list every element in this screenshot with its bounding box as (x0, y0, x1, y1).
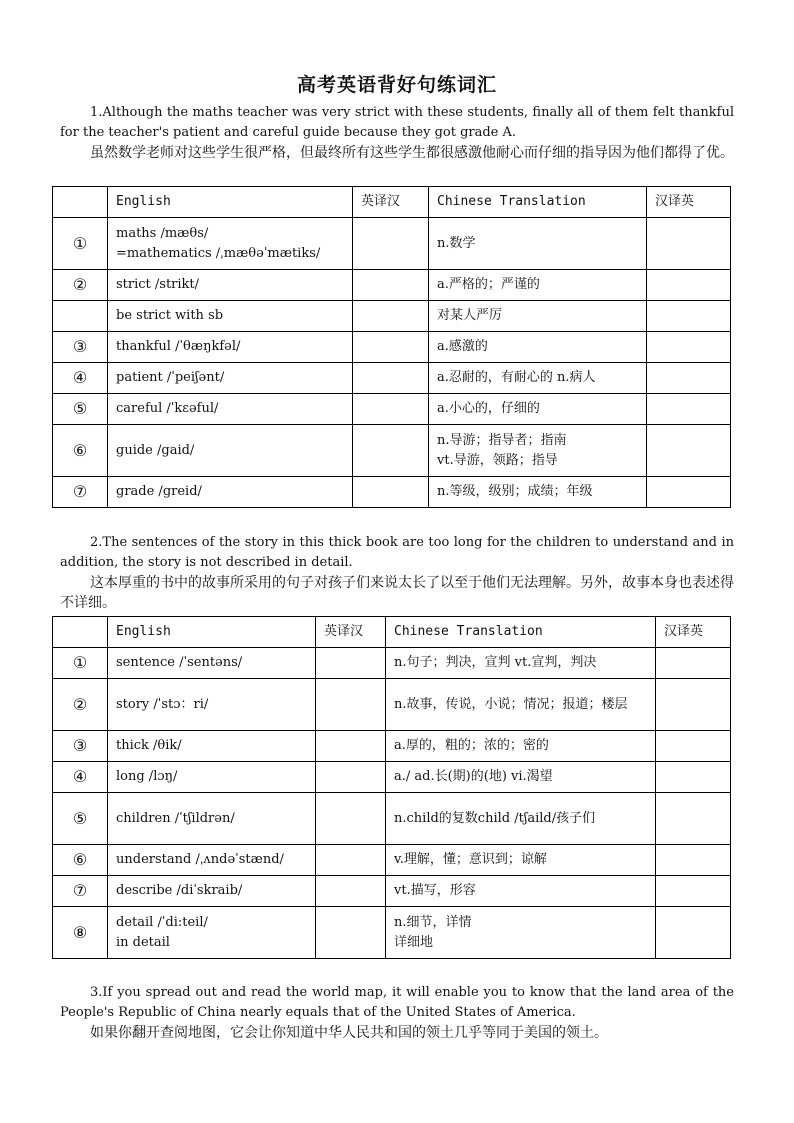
chinese-line: n.句子；判决，宣判 vt.宣判，判决 (394, 655, 597, 670)
chinese-cell (386, 731, 656, 762)
row-number: ① (53, 648, 108, 679)
table-row (53, 218, 731, 270)
table-header-row (53, 187, 731, 218)
chinese-line: n.导游；指导者；指南 (437, 432, 567, 448)
sentence-block-1 (60, 103, 734, 163)
zh-to-en-blank[interactable] (647, 301, 731, 332)
english-line: maths /mæθs/ (116, 225, 209, 241)
english-cell (108, 793, 316, 845)
chinese-line: a.小心的，仔细的 (437, 401, 540, 416)
row-number: ⑥ (53, 845, 108, 876)
sentence-english-2: 2.The sentences of the story in this thick book are too long for the children to understand and in addition, the story is not described in detail. (60, 535, 734, 570)
row-number: ③ (53, 731, 108, 762)
sentence-chinese-3: 如果你翻开查阅地图，它会让你知道中华人民共和国的领土几乎等同于美国的领土。 (90, 1025, 608, 1041)
zh-to-en-blank[interactable] (647, 394, 731, 425)
en-to-zh-blank[interactable] (353, 425, 429, 477)
header-number (53, 617, 108, 648)
chinese-line: vt.导游，领路；指导 (437, 452, 558, 468)
english-line: story /ˈstɔ：ri/ (116, 696, 209, 712)
zh-to-en-blank[interactable] (656, 762, 731, 793)
sentence-english-3: 3.If you spread out and read the world map, it will enable you to know that the land area of the People's Republic of China nearly equals that of the United States of America. (60, 985, 734, 1020)
english-line: describe /diˈskraib/ (116, 883, 243, 898)
row-number: ③ (53, 332, 108, 363)
chinese-cell (386, 845, 656, 876)
chinese-line: vt.描写，形容 (394, 883, 476, 898)
zh-to-en-blank[interactable] (647, 477, 731, 508)
header-english: English (108, 617, 316, 648)
table-row (53, 731, 731, 762)
zh-to-en-blank[interactable] (656, 845, 731, 876)
table-row (53, 425, 731, 477)
row-number: ① (53, 218, 108, 270)
english-line: guide /gaid/ (116, 442, 195, 458)
english-cell (108, 394, 353, 425)
en-to-zh-blank[interactable] (316, 793, 386, 845)
english-cell (108, 332, 353, 363)
english-cell (108, 648, 316, 679)
chinese-line: n.child的复数child /tʃaild/孩子们 (394, 810, 596, 826)
sentence-chinese-1: 虽然数学老师对这些学生很严格，但最终所有这些学生都很感激他耐心而仔细的指导因为他们都得了优。 (90, 145, 734, 161)
table-row (53, 845, 731, 876)
english-cell (108, 731, 316, 762)
chinese-cell (429, 425, 647, 477)
en-to-zh-blank[interactable] (316, 845, 386, 876)
row-number: ⑦ (53, 477, 108, 508)
english-line: understand /ˌʌndəˈstænd/ (116, 852, 284, 867)
english-line: =mathematics /ˌmæθəˈmætiks/ (116, 245, 321, 261)
header-number (53, 187, 108, 218)
english-cell (108, 425, 353, 477)
english-line: grade /greid/ (116, 484, 202, 499)
zh-to-en-blank[interactable] (656, 731, 731, 762)
chinese-cell (386, 907, 656, 959)
en-to-zh-blank[interactable] (316, 907, 386, 959)
header-zh-to-en: 汉译英 (656, 617, 731, 648)
english-line: be strict with sb (116, 308, 224, 323)
zh-to-en-blank[interactable] (656, 679, 731, 731)
table-row (53, 876, 731, 907)
english-cell (108, 363, 353, 394)
chinese-line: a.忍耐的，有耐心的 n.病人 (437, 370, 596, 385)
sentence-block-3 (60, 983, 734, 1043)
vocab-table-2 (52, 616, 731, 959)
english-line: patient /ˈpeiʃənt/ (116, 370, 225, 385)
zh-to-en-blank[interactable] (656, 648, 731, 679)
en-to-zh-blank[interactable] (316, 762, 386, 793)
page-title: 高考英语背好句练词汇 (296, 74, 497, 96)
chinese-line: a./ ad.长(期)的(地) vi.渴望 (394, 769, 553, 784)
english-cell (108, 762, 316, 793)
chinese-cell (386, 762, 656, 793)
table-header-row (53, 617, 731, 648)
en-to-zh-blank[interactable] (316, 876, 386, 907)
table-row (53, 270, 731, 301)
english-cell (108, 270, 353, 301)
chinese-cell (429, 394, 647, 425)
chinese-line: a.厚的，粗的；浓的；密的 (394, 738, 549, 753)
table-row (53, 762, 731, 793)
chinese-cell (386, 648, 656, 679)
chinese-line: a.严格的；严谨的 (437, 277, 540, 292)
row-number: ⑧ (53, 907, 108, 959)
chinese-line: n.细节，详情 (394, 914, 472, 930)
row-number: ④ (53, 363, 108, 394)
english-cell (108, 845, 316, 876)
english-line: in detail (116, 934, 170, 950)
chinese-cell (386, 679, 656, 731)
en-to-zh-blank[interactable] (316, 679, 386, 731)
zh-to-en-blank[interactable] (647, 218, 731, 270)
en-to-zh-blank[interactable] (316, 731, 386, 762)
row-number: ④ (53, 762, 108, 793)
row-number: ⑦ (53, 876, 108, 907)
english-line: children /ˈtʃildrən/ (116, 810, 235, 826)
chinese-cell (429, 270, 647, 301)
row-number: ② (53, 679, 108, 731)
en-to-zh-blank[interactable] (353, 394, 429, 425)
header-en-to-zh: 英译汉 (353, 187, 429, 218)
en-to-zh-blank[interactable] (353, 218, 429, 270)
table-row (53, 679, 731, 731)
header-english: English (108, 187, 353, 218)
zh-to-en-blank[interactable] (647, 425, 731, 477)
zh-to-en-blank[interactable] (656, 793, 731, 845)
chinese-cell (429, 332, 647, 363)
chinese-cell (386, 876, 656, 907)
table-row (53, 332, 731, 363)
english-cell (108, 907, 316, 959)
chinese-line: n.等级，级别；成绩；年级 (437, 484, 593, 499)
en-to-zh-blank[interactable] (353, 332, 429, 363)
table-row (53, 477, 731, 508)
english-cell (108, 679, 316, 731)
english-line: detail /ˈdi:teil/ (116, 914, 208, 930)
chinese-line: n.数学 (437, 235, 476, 251)
table-row (53, 301, 731, 332)
en-to-zh-blank[interactable] (353, 301, 429, 332)
row-number: ⑤ (53, 793, 108, 845)
english-line: sentence /ˈsentəns/ (116, 655, 243, 670)
english-line: careful /ˈkɛəful/ (116, 401, 219, 416)
header-chinese-translation: Chinese Translation (429, 187, 647, 218)
table-row (53, 394, 731, 425)
chinese-cell (386, 793, 656, 845)
zh-to-en-blank[interactable] (656, 876, 731, 907)
chinese-line: v.理解，懂；意识到；谅解 (394, 852, 547, 867)
header-chinese-translation: Chinese Translation (386, 617, 656, 648)
english-line: long /lɔŋ/ (116, 769, 178, 784)
header-en-to-zh: 英译汉 (316, 617, 386, 648)
chinese-cell (429, 218, 647, 270)
table-row (53, 363, 731, 394)
english-cell (108, 218, 353, 270)
sentence-chinese-2: 这本厚重的书中的故事所采用的句子对孩子们来说太长了以至于他们无法理解。另外，故事本身也表述得不详细。 (60, 575, 734, 611)
chinese-cell (429, 477, 647, 508)
zh-to-en-blank[interactable] (647, 363, 731, 394)
english-line: strict /strikt/ (116, 277, 200, 292)
zh-to-en-blank[interactable] (656, 907, 731, 959)
english-cell (108, 876, 316, 907)
en-to-zh-blank[interactable] (353, 270, 429, 301)
chinese-line: 对某人严厉 (437, 308, 503, 323)
en-to-zh-blank[interactable] (353, 477, 429, 508)
en-to-zh-blank[interactable] (353, 363, 429, 394)
sentence-block-2 (60, 533, 734, 613)
en-to-zh-blank[interactable] (316, 648, 386, 679)
english-line: thankful /ˈθæŋkfəl/ (116, 339, 241, 354)
english-line: thick /θik/ (116, 738, 182, 753)
chinese-cell (429, 363, 647, 394)
chinese-line: 详细地 (394, 934, 434, 950)
header-zh-to-en: 汉译英 (647, 187, 731, 218)
zh-to-en-blank[interactable] (647, 332, 731, 363)
vocab-table-1 (52, 186, 731, 508)
sentence-english-1: 1.Although the maths teacher was very strict with these students, finally all of them felt thankful for the teacher's patient and careful guide because they got grade A. (60, 105, 734, 140)
table-row (53, 907, 731, 959)
english-cell (108, 477, 353, 508)
table-row (53, 648, 731, 679)
table-row (53, 793, 731, 845)
row-number: ⑤ (53, 394, 108, 425)
chinese-line: n.故事，传说，小说；情况；报道；楼层 (394, 696, 628, 712)
english-cell (108, 301, 353, 332)
row-number (53, 301, 108, 332)
zh-to-en-blank[interactable] (647, 270, 731, 301)
row-number: ⑥ (53, 425, 108, 477)
chinese-line: a.感激的 (437, 339, 488, 354)
chinese-cell (429, 301, 647, 332)
row-number: ② (53, 270, 108, 301)
